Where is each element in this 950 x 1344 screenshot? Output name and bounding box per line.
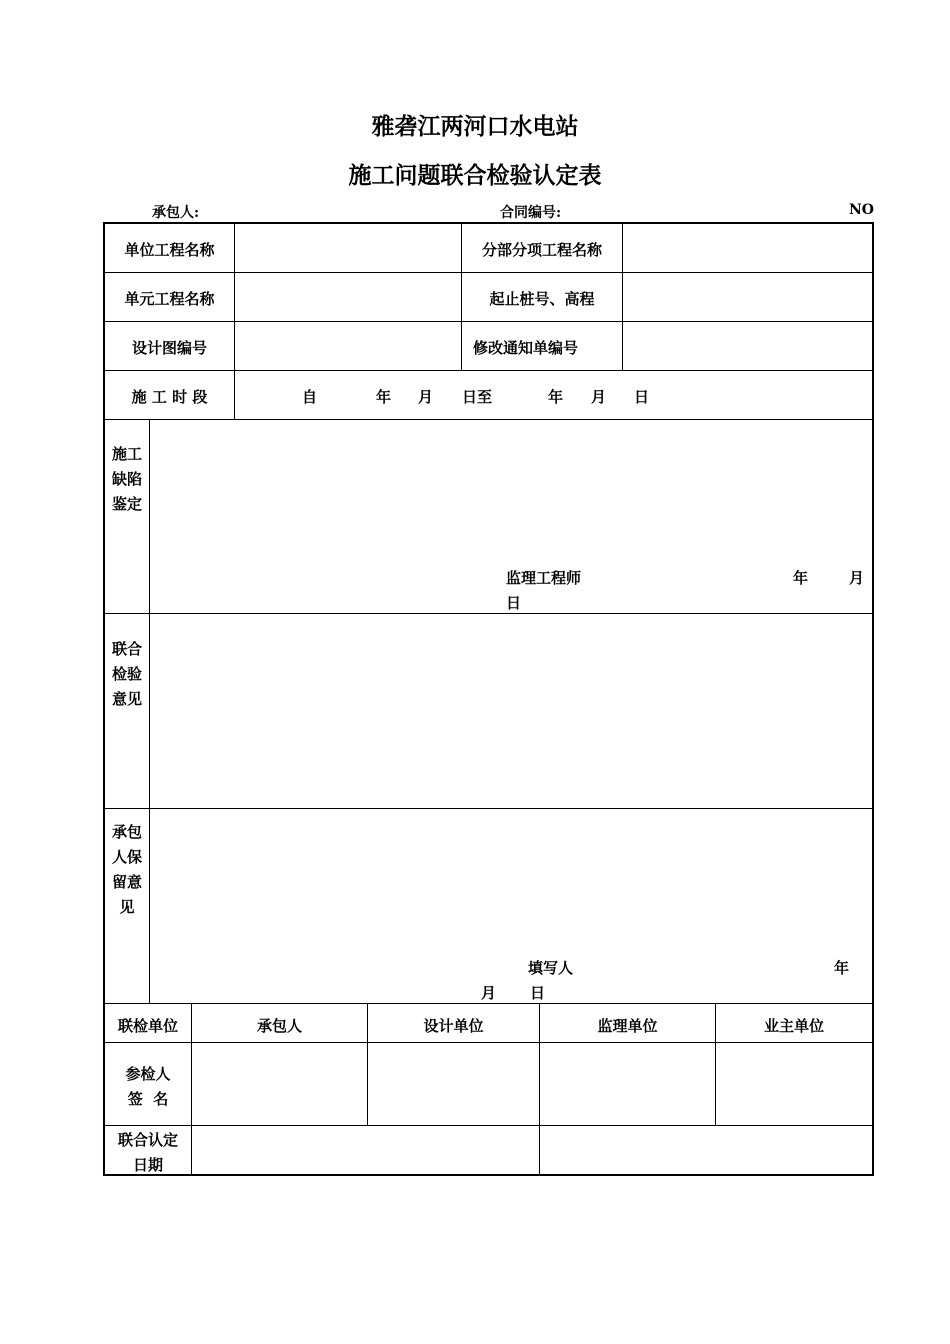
defect-section-label: 施工缺陷鉴定 [111, 445, 142, 513]
reserved-month: 月 [481, 984, 497, 1002]
defect-year: 年 [793, 569, 809, 587]
period-from: 自 [302, 388, 318, 406]
unit-supervision: 监理单位 [597, 1017, 658, 1035]
page-title-form: 施工问题联合检验认定表 [348, 162, 602, 189]
defect-day: 日 [506, 594, 522, 612]
unit-project-label: 单位工程名称 [124, 241, 215, 259]
defect-signer-label: 监理工程师 [506, 569, 582, 587]
period-day-to: 日至 [462, 388, 493, 406]
contractor-label: 承包人: [152, 205, 200, 221]
joint-units-label: 联检单位 [117, 1017, 178, 1035]
change-notice-label: 修改通知单编号 [473, 339, 579, 357]
reserved-day: 日 [530, 984, 546, 1002]
period-label: 施 工 时 段 [131, 388, 208, 406]
drawing-no-label: 设计图编号 [131, 339, 207, 357]
period-year-1: 年 [376, 388, 392, 406]
reserved-signer-label: 填写人 [528, 959, 574, 977]
reserved-year: 年 [834, 959, 850, 977]
page-title-project: 雅砻江两河口水电站 [371, 113, 579, 140]
joint-date-label-line2: 日期 [132, 1156, 163, 1174]
period-month-2: 月 [591, 388, 607, 406]
signers-label-line2: 签 名 [127, 1090, 169, 1108]
joint-date-label-line1: 联合认定 [117, 1131, 178, 1149]
period-year-2: 年 [548, 388, 564, 406]
sub-project-label: 分部分项工程名称 [481, 241, 602, 259]
joint-opinion-label: 联合检验意见 [111, 640, 142, 708]
period-day-2: 日 [634, 388, 650, 406]
contract-no-label: 合同编号: [500, 205, 562, 221]
signers-label-line1: 参检人 [125, 1065, 171, 1083]
reserved-opinion-label: 承包人保留意见 [111, 823, 142, 916]
station-elevation-label: 起止桩号、高程 [489, 290, 595, 308]
form-table [103, 222, 874, 1176]
unit-contractor: 承包人 [256, 1017, 302, 1035]
defect-month: 月 [849, 569, 865, 587]
period-month-1: 月 [418, 388, 434, 406]
element-project-label: 单元工程名称 [124, 290, 215, 308]
unit-owner: 业主单位 [763, 1017, 824, 1035]
no-label: NO [849, 202, 874, 218]
unit-design: 设计单位 [423, 1017, 484, 1035]
